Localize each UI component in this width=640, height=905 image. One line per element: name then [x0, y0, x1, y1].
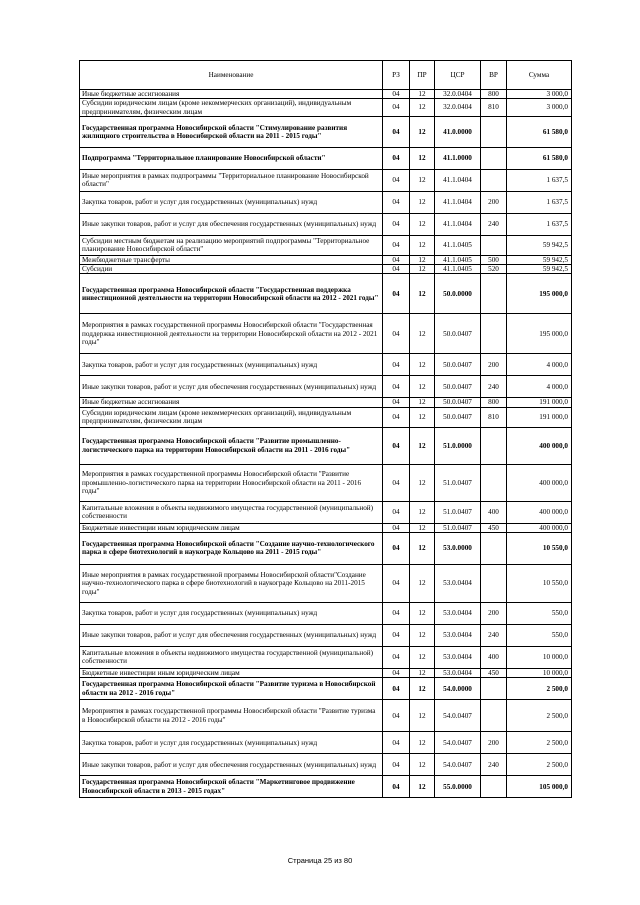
- cell-name: Закупка товаров, работ и услуг для государственных (муниципальных) нужд: [80, 191, 383, 213]
- cell-vr: [481, 564, 507, 602]
- program-row: [80, 147, 572, 169]
- cell-pr: 12: [410, 668, 435, 677]
- table-row: [80, 169, 572, 191]
- cell-csr: 51.0.0000: [435, 427, 481, 464]
- table-body: [80, 90, 572, 798]
- header-pr: ПР: [410, 61, 435, 90]
- table-row: [80, 235, 572, 255]
- cell-csr: 51.0.0407: [435, 501, 481, 523]
- table-row: [80, 255, 572, 264]
- cell-vr: 400: [481, 501, 507, 523]
- table-header-row: [80, 61, 572, 90]
- table-row: [80, 213, 572, 235]
- cell-sum: 2 500,0: [507, 754, 572, 776]
- cell-sum: 61 580,0: [507, 116, 572, 147]
- cell-vr: 200: [481, 602, 507, 624]
- table-row: [80, 314, 572, 354]
- cell-sum: 400 000,0: [507, 523, 572, 532]
- cell-csr: 41.1.0405: [435, 255, 481, 264]
- table-row: [80, 700, 572, 732]
- table-row: [80, 407, 572, 427]
- cell-rz: 04: [383, 213, 410, 235]
- cell-rz: 04: [383, 464, 410, 501]
- cell-name: Субсидии местным бюджетам на реализацию мероприятий подпрограммы "Территориальное планирование Новосибирской области": [80, 235, 383, 255]
- cell-pr: 12: [410, 265, 435, 274]
- header-csr: ЦСР: [435, 61, 481, 90]
- cell-sum: 195 000,0: [507, 274, 572, 314]
- cell-rz: 04: [383, 99, 410, 117]
- cell-sum: 195 000,0: [507, 314, 572, 354]
- cell-pr: 12: [410, 235, 435, 255]
- cell-vr: [481, 700, 507, 732]
- cell-pr: 12: [410, 376, 435, 398]
- cell-name: Иные закупки товаров, работ и услуг для обеспечения государственных (муниципальных) нужд: [80, 213, 383, 235]
- table-row: [80, 99, 572, 117]
- cell-rz: 04: [383, 398, 410, 407]
- cell-name: Бюджетные инвестиции иным юридическим лицам: [80, 668, 383, 677]
- cell-rz: 04: [383, 678, 410, 700]
- cell-pr: 12: [410, 274, 435, 314]
- cell-vr: [481, 274, 507, 314]
- cell-csr: 53.0.0404: [435, 564, 481, 602]
- cell-vr: [481, 427, 507, 464]
- cell-vr: 200: [481, 354, 507, 376]
- cell-vr: 810: [481, 99, 507, 117]
- cell-name: Закупка товаров, работ и услуг для государственных (муниципальных) нужд: [80, 602, 383, 624]
- cell-sum: 10 000,0: [507, 668, 572, 677]
- cell-sum: 4 000,0: [507, 354, 572, 376]
- cell-rz: 04: [383, 754, 410, 776]
- cell-name: Государственная программа Новосибирской области "Развитие туризма в Новосибирской области на 2012 - 2016 годы": [80, 678, 383, 700]
- cell-pr: 12: [410, 602, 435, 624]
- header-rz: РЗ: [383, 61, 410, 90]
- cell-rz: 04: [383, 147, 410, 169]
- cell-sum: 2 500,0: [507, 732, 572, 754]
- cell-rz: 04: [383, 314, 410, 354]
- cell-name: Бюджетные инвестиции иным юридическим лицам: [80, 523, 383, 532]
- cell-vr: [481, 314, 507, 354]
- cell-csr: 50.0.0407: [435, 398, 481, 407]
- cell-csr: 41.1.0000: [435, 147, 481, 169]
- table-row: [80, 754, 572, 776]
- table-row: [80, 523, 572, 532]
- cell-vr: 500: [481, 255, 507, 264]
- cell-rz: 04: [383, 646, 410, 668]
- cell-sum: 10 000,0: [507, 646, 572, 668]
- cell-rz: 04: [383, 776, 410, 798]
- cell-name: Иные закупки товаров, работ и услуг для обеспечения государственных (муниципальных) нужд: [80, 754, 383, 776]
- cell-csr: 50.0.0407: [435, 376, 481, 398]
- cell-rz: 04: [383, 265, 410, 274]
- header-vr: ВР: [481, 61, 507, 90]
- cell-vr: 200: [481, 191, 507, 213]
- cell-csr: 53.0.0404: [435, 668, 481, 677]
- cell-vr: 240: [481, 624, 507, 646]
- cell-pr: 12: [410, 407, 435, 427]
- cell-rz: 04: [383, 523, 410, 532]
- cell-vr: 520: [481, 265, 507, 274]
- cell-pr: 12: [410, 678, 435, 700]
- cell-pr: 12: [410, 754, 435, 776]
- cell-sum: 400 000,0: [507, 464, 572, 501]
- cell-sum: 59 942,5: [507, 265, 572, 274]
- cell-rz: 04: [383, 255, 410, 264]
- cell-name: Закупка товаров, работ и услуг для государственных (муниципальных) нужд: [80, 732, 383, 754]
- cell-csr: 50.0.0407: [435, 407, 481, 427]
- cell-sum: 10 550,0: [507, 532, 572, 564]
- cell-name: Межбюджетные трансферты: [80, 255, 383, 264]
- cell-vr: 200: [481, 732, 507, 754]
- cell-name: Иные мероприятия в рамках подпрограммы "Территориальное планирование Новосибирской области": [80, 169, 383, 191]
- cell-pr: 12: [410, 532, 435, 564]
- cell-csr: 54.0.0000: [435, 678, 481, 700]
- cell-pr: 12: [410, 523, 435, 532]
- cell-vr: [481, 169, 507, 191]
- table-row: [80, 646, 572, 668]
- cell-vr: 240: [481, 754, 507, 776]
- cell-csr: 51.0.0407: [435, 464, 481, 501]
- cell-sum: 3 000,0: [507, 90, 572, 99]
- cell-sum: 550,0: [507, 624, 572, 646]
- cell-csr: 53.0.0404: [435, 602, 481, 624]
- cell-csr: 54.0.0407: [435, 732, 481, 754]
- cell-rz: 04: [383, 501, 410, 523]
- cell-name: Капитальные вложения в объекты недвижимого имущества государственной (муниципальной) собственности: [80, 501, 383, 523]
- cell-csr: 53.0.0404: [435, 624, 481, 646]
- cell-csr: 41.1.0405: [435, 265, 481, 274]
- cell-vr: 800: [481, 90, 507, 99]
- program-row: [80, 776, 572, 798]
- cell-rz: 04: [383, 116, 410, 147]
- cell-vr: 810: [481, 407, 507, 427]
- cell-csr: 54.0.0407: [435, 754, 481, 776]
- table-row: [80, 732, 572, 754]
- cell-rz: 04: [383, 235, 410, 255]
- cell-csr: 32.0.0404: [435, 90, 481, 99]
- table-row: [80, 564, 572, 602]
- cell-vr: [481, 116, 507, 147]
- cell-vr: [481, 464, 507, 501]
- cell-name: Государственная программа Новосибирской области "Развитие промышленно-логистического парка на территории Новосибирской области на 2011 - 2016 годы": [80, 427, 383, 464]
- cell-pr: 12: [410, 776, 435, 798]
- cell-csr: 55.0.0000: [435, 776, 481, 798]
- cell-vr: [481, 532, 507, 564]
- cell-rz: 04: [383, 624, 410, 646]
- cell-name: Мероприятия в рамках государственной программы Новосибирской области "Развитие туризма в Новосибирской области на 2012 - 2016 годы": [80, 700, 383, 732]
- cell-pr: 12: [410, 732, 435, 754]
- cell-pr: 12: [410, 147, 435, 169]
- cell-rz: 04: [383, 700, 410, 732]
- cell-sum: 61 580,0: [507, 147, 572, 169]
- cell-vr: 450: [481, 668, 507, 677]
- table-row: [80, 265, 572, 274]
- cell-vr: [481, 147, 507, 169]
- cell-sum: 1 637,5: [507, 169, 572, 191]
- cell-name: Государственная программа Новосибирской области "Создание научно-технологического парка в сфере биотехнологий в наукограде Кольцово на 2011 - 2015 годы": [80, 532, 383, 564]
- cell-name: Государственная программа Новосибирской области "Государственная поддержка инвестиционной деятельности на территории Новосибирской области на 2012 - 2021 годы": [80, 274, 383, 314]
- cell-csr: 54.0.0407: [435, 700, 481, 732]
- cell-pr: 12: [410, 314, 435, 354]
- cell-sum: 105 000,0: [507, 776, 572, 798]
- cell-vr: [481, 235, 507, 255]
- cell-rz: 04: [383, 532, 410, 564]
- cell-name: Иные бюджетные ассигнования: [80, 398, 383, 407]
- page-number: Страница 25 из 80: [287, 856, 353, 865]
- cell-sum: 550,0: [507, 602, 572, 624]
- cell-sum: 191 000,0: [507, 407, 572, 427]
- cell-name: Субсидии юридическим лицам (кроме некоммерческих организаций), индивидуальным предпринимателям, физическим лицам: [80, 407, 383, 427]
- program-row: [80, 532, 572, 564]
- cell-pr: 12: [410, 213, 435, 235]
- cell-pr: 12: [410, 398, 435, 407]
- table-row: [80, 376, 572, 398]
- cell-rz: 04: [383, 90, 410, 99]
- cell-sum: 59 942,5: [507, 235, 572, 255]
- cell-sum: 10 550,0: [507, 564, 572, 602]
- cell-name: Субсидии юридическим лицам (кроме некоммерческих организаций), индивидуальным предпринимателям, физическим лицам: [80, 99, 383, 117]
- cell-sum: 1 637,5: [507, 191, 572, 213]
- cell-name: Закупка товаров, работ и услуг для государственных (муниципальных) нужд: [80, 354, 383, 376]
- cell-name: Субсидии: [80, 265, 383, 274]
- cell-csr: 41.0.0000: [435, 116, 481, 147]
- cell-pr: 12: [410, 116, 435, 147]
- cell-name: Подпрограмма "Территориальное планирование Новосибирской области": [80, 147, 383, 169]
- cell-rz: 04: [383, 668, 410, 677]
- table-row: [80, 624, 572, 646]
- cell-sum: 3 000,0: [507, 99, 572, 117]
- cell-pr: 12: [410, 99, 435, 117]
- cell-vr: [481, 776, 507, 798]
- program-row: [80, 116, 572, 147]
- cell-name: Иные закупки товаров, работ и услуг для обеспечения государственных (муниципальных) нужд: [80, 376, 383, 398]
- table-row: [80, 501, 572, 523]
- cell-rz: 04: [383, 274, 410, 314]
- cell-sum: 191 000,0: [507, 398, 572, 407]
- cell-vr: [481, 678, 507, 700]
- cell-sum: 4 000,0: [507, 376, 572, 398]
- cell-pr: 12: [410, 169, 435, 191]
- cell-pr: 12: [410, 564, 435, 602]
- cell-pr: 12: [410, 255, 435, 264]
- cell-csr: 53.0.0000: [435, 532, 481, 564]
- cell-csr: 53.0.0404: [435, 646, 481, 668]
- cell-csr: 41.1.0404: [435, 213, 481, 235]
- cell-vr: 400: [481, 646, 507, 668]
- cell-csr: 41.1.0405: [435, 235, 481, 255]
- cell-csr: 51.0.0407: [435, 523, 481, 532]
- cell-name: Капитальные вложения в объекты недвижимого имущества государственной (муниципальной) собственности: [80, 646, 383, 668]
- cell-name: Мероприятия в рамках государственной программы Новосибирской области "Развитие промышленно-логистического парка на территории Новосибирской области на 2011 - 2016 годы": [80, 464, 383, 501]
- header-name: Наименование: [80, 61, 383, 90]
- cell-sum: 400 000,0: [507, 501, 572, 523]
- cell-pr: 12: [410, 646, 435, 668]
- table-row: [80, 464, 572, 501]
- cell-name: Государственная программа Новосибирской области "Маркетинговое продвижение Новосибирской области в 2013 - 2015 годах": [80, 776, 383, 798]
- cell-name: Мероприятия в рамках государственной программы Новосибирской области "Государственная поддержка инвестиционной деятельности на территории Новосибирской области на 2012 - 2021 годы": [80, 314, 383, 354]
- cell-vr: 450: [481, 523, 507, 532]
- cell-sum: 2 500,0: [507, 678, 572, 700]
- table-row: [80, 602, 572, 624]
- cell-sum: 59 942,5: [507, 255, 572, 264]
- cell-pr: 12: [410, 191, 435, 213]
- program-row: [80, 427, 572, 464]
- cell-vr: 240: [481, 213, 507, 235]
- cell-vr: 800: [481, 398, 507, 407]
- program-row: [80, 274, 572, 314]
- cell-pr: 12: [410, 501, 435, 523]
- cell-pr: 12: [410, 427, 435, 464]
- cell-rz: 04: [383, 564, 410, 602]
- header-sum: Сумма: [507, 61, 572, 90]
- cell-sum: 2 500,0: [507, 700, 572, 732]
- cell-pr: 12: [410, 700, 435, 732]
- cell-csr: 32.0.0404: [435, 99, 481, 117]
- cell-pr: 12: [410, 624, 435, 646]
- cell-rz: 04: [383, 169, 410, 191]
- cell-csr: 50.0.0407: [435, 354, 481, 376]
- cell-rz: 04: [383, 376, 410, 398]
- cell-rz: 04: [383, 354, 410, 376]
- cell-vr: 240: [481, 376, 507, 398]
- table-row: [80, 668, 572, 677]
- table-row: [80, 191, 572, 213]
- cell-sum: 400 000,0: [507, 427, 572, 464]
- cell-rz: 04: [383, 427, 410, 464]
- table-row: [80, 398, 572, 407]
- cell-csr: 41.1.0404: [435, 169, 481, 191]
- cell-name: Государственная программа Новосибирской области "Стимулирование развития жилищного строительства в Новосибирской области на 2011 - 2015 годы": [80, 116, 383, 147]
- cell-pr: 12: [410, 90, 435, 99]
- table-row: [80, 354, 572, 376]
- cell-name: Иные мероприятия в рамках государственной программы Новосибирской области"Создание научно-технологического парка в сфере биотехнологий в наукограде Кольцово на 2011-2015 годы": [80, 564, 383, 602]
- cell-csr: 50.0.0000: [435, 274, 481, 314]
- cell-csr: 41.1.0404: [435, 191, 481, 213]
- cell-pr: 12: [410, 354, 435, 376]
- table-row: [80, 90, 572, 99]
- cell-sum: 1 637,5: [507, 213, 572, 235]
- cell-csr: 50.0.0407: [435, 314, 481, 354]
- cell-name: Иные бюджетные ассигнования: [80, 90, 383, 99]
- cell-rz: 04: [383, 602, 410, 624]
- budget-table: [79, 60, 572, 798]
- cell-rz: 04: [383, 191, 410, 213]
- program-row: [80, 678, 572, 700]
- cell-rz: 04: [383, 732, 410, 754]
- cell-rz: 04: [383, 407, 410, 427]
- cell-pr: 12: [410, 464, 435, 501]
- cell-name: Иные закупки товаров, работ и услуг для обеспечения государственных (муниципальных) нужд: [80, 624, 383, 646]
